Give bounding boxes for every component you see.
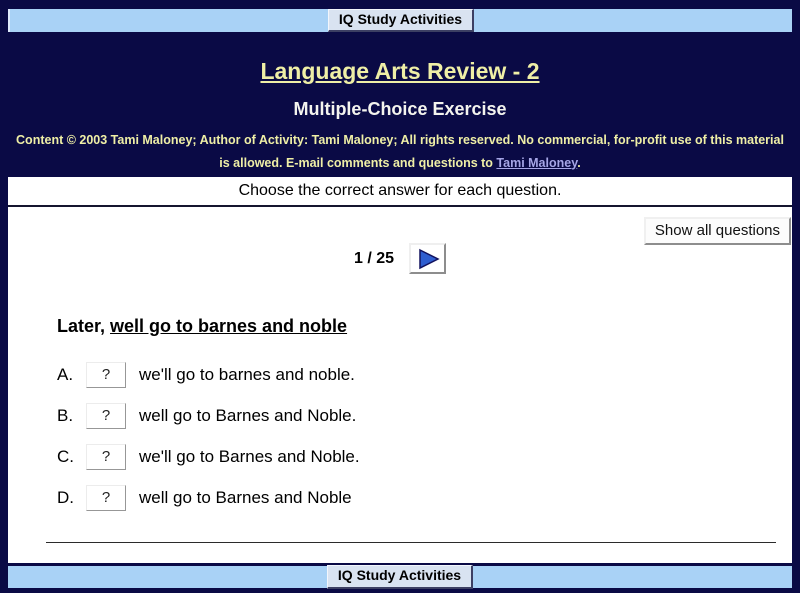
option-letter: A.	[57, 364, 74, 384]
option-row-a	[57, 354, 792, 395]
show-all-questions-button[interactable]: Show all questions	[644, 217, 791, 245]
iq-study-activities-button-top[interactable]: IQ Study Activities	[328, 9, 474, 32]
option-check-button-a[interactable]: ?	[86, 362, 126, 388]
copyright-suffix: .	[577, 155, 581, 170]
bottom-rule	[46, 542, 776, 543]
question-prefix: Later,	[57, 316, 111, 336]
option-row-d	[57, 477, 792, 518]
option-text: we'll go to Barnes and Noble.	[139, 446, 360, 466]
show-all-wrap	[644, 217, 791, 245]
option-letter: C.	[57, 446, 74, 466]
bottom-border	[0, 588, 800, 593]
options-list	[57, 354, 792, 518]
exercise-subtitle: Multiple-Choice Exercise	[293, 99, 507, 119]
copyright-prefix: Content © 2003 Tami Maloney; Author of Activity: Tami Maloney; All rights reserved. No commercial, for-profit use of this material is allowed. E-mail comments and questions to	[16, 133, 784, 170]
page-title: Language Arts Review - 2	[260, 58, 540, 84]
bottom-tab-bar	[8, 566, 792, 588]
question-text	[57, 316, 792, 337]
option-check-button-d[interactable]: ?	[86, 485, 126, 511]
option-text: we'll go to barnes and noble.	[139, 364, 355, 384]
option-row-b	[57, 395, 792, 436]
instruction-text: Choose the correct answer for each question.	[238, 182, 562, 199]
next-question-button[interactable]	[409, 243, 446, 274]
copyright-link[interactable]: Tami Maloney	[496, 155, 578, 170]
iq-study-activities-button-bottom[interactable]: IQ Study Activities	[327, 565, 473, 588]
option-letter: B.	[57, 405, 74, 425]
header	[0, 32, 800, 177]
option-check-button-b[interactable]: ?	[86, 403, 126, 429]
question-underlined: well go to barnes and noble	[110, 316, 348, 336]
option-text: well go to Barnes and Noble.	[139, 405, 357, 425]
progress-indicator: 1 / 25	[353, 249, 395, 267]
copyright-text	[0, 129, 800, 174]
option-text: well go to Barnes and Noble	[139, 487, 352, 507]
option-letter: D.	[57, 487, 74, 507]
top-border	[0, 0, 800, 9]
next-arrow-icon	[414, 247, 442, 271]
question-panel	[8, 207, 792, 563]
option-row-c	[57, 436, 792, 477]
option-check-button-c[interactable]: ?	[86, 444, 126, 470]
instruction-bar	[8, 177, 792, 205]
top-tab-bar	[8, 9, 792, 32]
